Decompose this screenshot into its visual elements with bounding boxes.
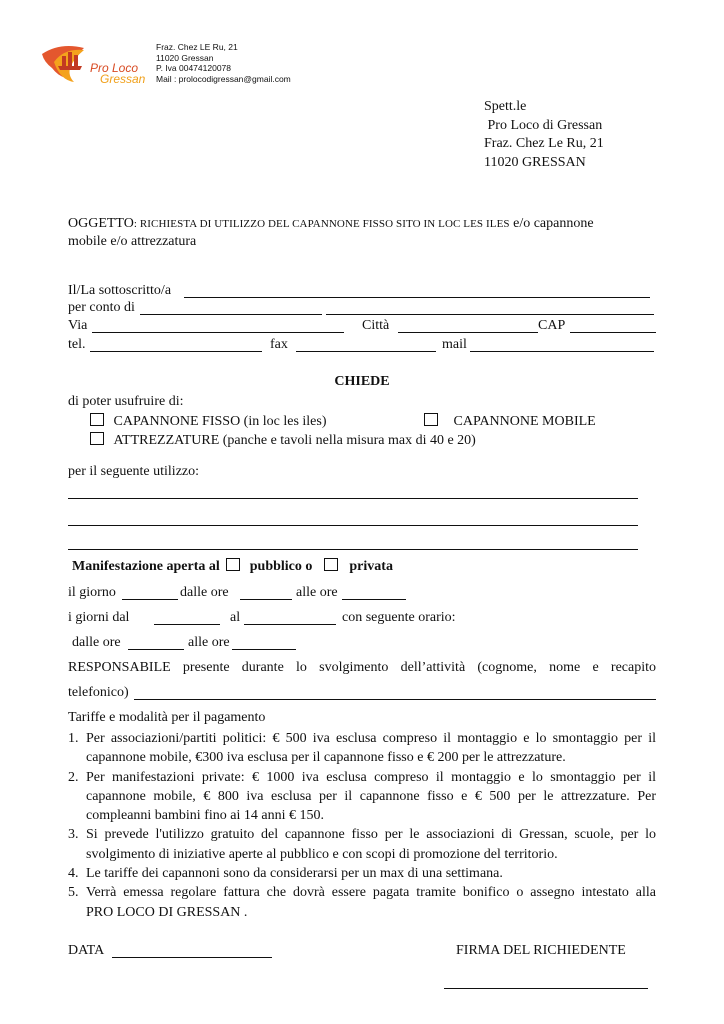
usage-field-line-1[interactable] <box>68 484 638 499</box>
usage-field-line-2[interactable] <box>68 511 638 526</box>
event-type-row <box>72 558 393 575</box>
logo-text-gressan: Gressan <box>100 72 146 86</box>
tariff-item-2-line-1: Per manifestazioni private: € 1000 iva esclusa compreso il montaggio e lo smontaggio per il <box>86 769 656 785</box>
tariff-item-2-line-3: compleanni bambini fino ai 14 anni € 150. <box>86 808 324 824</box>
tariff-item-5-line-1: Verrà emessa regolare fattura che dovrà essere pagata tramite bonifico o assegno intestato alla <box>86 885 656 901</box>
responsible-field[interactable] <box>134 685 656 700</box>
header-vat: P. Iva 00474120078 <box>156 63 231 73</box>
on-behalf-label: per conto di <box>68 300 135 315</box>
schedule-label: con seguente orario: <box>342 610 456 625</box>
request-heading: CHIEDE <box>334 374 390 389</box>
mail-field[interactable] <box>470 337 654 352</box>
tariffs-title: Tariffe e modalità per il pagamento <box>68 710 266 725</box>
subject-prefix: OGGETTO <box>68 216 134 231</box>
city-label: Città <box>362 318 390 333</box>
via-field[interactable] <box>92 318 344 333</box>
checkbox-privata[interactable] <box>324 558 338 571</box>
checkbox-capannone-mobile[interactable] <box>424 413 438 426</box>
on-behalf-field-1[interactable] <box>140 300 322 315</box>
option-fixed-label: CAPANNONE FISSO (in loc les iles) <box>113 414 327 429</box>
subject-tail: e/o capannone <box>509 216 594 231</box>
tariff-item-4-num: 4. <box>68 866 79 882</box>
logo-text-proloco: Pro Loco <box>90 61 139 75</box>
request-intro: di poter usufruire di: <box>68 394 184 409</box>
tariff-item-1-line-2: capannone mobile, €300 iva esclusa per il capannone fisso e € 200 per le attrezzature. <box>86 750 566 766</box>
pro-loco-logo <box>40 38 150 94</box>
fax-field[interactable] <box>296 337 436 352</box>
address-row <box>68 318 656 336</box>
days-to-label: al <box>230 610 241 625</box>
option-mobile-label: CAPANNONE MOBILE <box>453 414 596 429</box>
tariff-item-5-num: 5. <box>68 885 79 901</box>
event-hours-row <box>72 635 312 653</box>
to-hour-label: alle ore <box>296 585 338 600</box>
undersigned-field[interactable] <box>184 283 650 298</box>
tel-field[interactable] <box>90 337 262 352</box>
header-mail: Mail : prolocodigressan@gmail.com <box>156 73 291 84</box>
to-hour-field[interactable] <box>342 585 406 600</box>
tariff-item-1-num: 1. <box>68 731 79 746</box>
checkbox-pubblico[interactable] <box>226 558 240 571</box>
tariff-item-1 <box>68 729 656 768</box>
header-contact-info <box>156 42 291 84</box>
subject-line1 <box>68 216 594 232</box>
from-hour2-field[interactable] <box>128 635 184 650</box>
to-hour2-field[interactable] <box>232 635 296 650</box>
tariff-item-5 <box>68 883 656 922</box>
addressee-block <box>484 98 604 172</box>
tariff-item-4-line-1: Le tariffe dei capannoni sono da considerarsi per un max di una settimana. <box>86 866 503 882</box>
option-mobile-row <box>424 413 596 430</box>
checkbox-attrezzature[interactable] <box>90 432 104 445</box>
tariffs-list <box>68 729 656 922</box>
checkbox-capannone-fisso[interactable] <box>90 413 104 426</box>
subject-colon: : <box>133 218 140 230</box>
subject-caps-text: RICHIESTA DI UTILIZZO DEL CAPANNONE FISSO SITO IN LOC LES ILES <box>139 218 510 230</box>
to-hour2-label: alle ore <box>188 635 230 650</box>
event-days-row <box>68 610 488 628</box>
city-field[interactable] <box>398 318 538 333</box>
tel-label: tel. <box>68 337 89 352</box>
mail-label: mail <box>442 337 471 352</box>
signature-label: FIRMA DEL RICHIEDENTE <box>456 943 626 958</box>
addressee-line2: Pro Loco di Gressan <box>484 117 603 133</box>
addressee-line3: Fraz. Chez Le Ru, 21 <box>484 136 604 151</box>
addressee-line4: 11020 GRESSAN <box>484 154 586 170</box>
date-field[interactable] <box>112 943 272 958</box>
tariff-item-3-num: 3. <box>68 827 79 843</box>
cap-label: CAP <box>538 318 566 333</box>
days-from-label: i giorni dal <box>68 610 130 625</box>
undersigned-label: Il/La sottoscritto/a <box>68 283 175 298</box>
contacts-row <box>68 337 656 355</box>
tariff-item-2-line-2: capannone mobile, € 800 iva esclusa per il capannone fisso e € 500 per le attrezzature. Per <box>86 788 656 804</box>
day-label: il giorno <box>68 585 116 600</box>
header-address-line2: 11020 Gressan <box>156 52 214 63</box>
date-row <box>68 943 278 961</box>
tariff-item-1-line-1: Per associazioni/partiti politici: € 500 iva esclusa compreso il montaggio e lo smontaggio per il <box>86 731 656 746</box>
event-day-row <box>68 585 428 603</box>
event-private-label: privata <box>349 559 393 574</box>
on-behalf-row <box>68 300 654 318</box>
via-label: Via <box>68 318 88 333</box>
option-fixed-row <box>90 413 327 430</box>
from-hour-field[interactable] <box>240 585 292 600</box>
addressee-line1: Spett.le <box>484 99 527 114</box>
responsible-line2: telefonico) <box>68 685 133 700</box>
tariff-item-3-line-1: Si prevede l'utilizzo gratuito del capannone fisso per le associazioni di Gressan, scuole, per lo <box>86 827 656 843</box>
option-equipment-row <box>90 432 476 449</box>
on-behalf-field-2[interactable] <box>326 300 654 315</box>
event-type-label: Manifestazione aperta al <box>72 559 220 574</box>
signature-field[interactable] <box>444 974 648 989</box>
tariff-item-2-num: 2. <box>68 769 79 785</box>
tariff-item-4 <box>68 864 656 883</box>
days-to-field[interactable] <box>244 610 336 625</box>
subject-line2: mobile e/o attrezzatura <box>68 234 197 249</box>
responsible-line1: RESPONSABILE presente durante lo svolgimento dell’attività (cognome, nome e recapito <box>68 660 656 675</box>
cap-field[interactable] <box>570 318 656 333</box>
event-public-label: pubblico o <box>249 559 313 574</box>
option-equipment-label: ATTREZZATURE (panche e tavoli nella misura max di 40 e 20) <box>113 433 476 448</box>
fax-label: fax <box>270 337 292 352</box>
date-label: DATA <box>68 943 107 958</box>
day-field[interactable] <box>122 585 178 600</box>
tariff-item-3 <box>68 825 656 864</box>
undersigned-row <box>68 283 652 301</box>
tariff-item-3-line-2: svolgimento di iniziative aperte al pubblico e con scopi di promozione del territorio. <box>86 846 558 862</box>
tariff-item-2 <box>68 768 656 826</box>
tariff-item-5-line-2: PRO LOCO DI GRESSAN . <box>86 904 248 920</box>
header-address-line1: Fraz. Chez LE Ru, 21 <box>156 42 238 52</box>
responsible-row2 <box>68 685 656 703</box>
from-hour-label: dalle ore <box>180 585 229 600</box>
usage-field-line-3[interactable] <box>68 535 638 550</box>
days-from-field[interactable] <box>154 610 220 625</box>
from-hour2-label: dalle ore <box>72 635 121 650</box>
usage-label: per il seguente utilizzo: <box>68 464 200 479</box>
